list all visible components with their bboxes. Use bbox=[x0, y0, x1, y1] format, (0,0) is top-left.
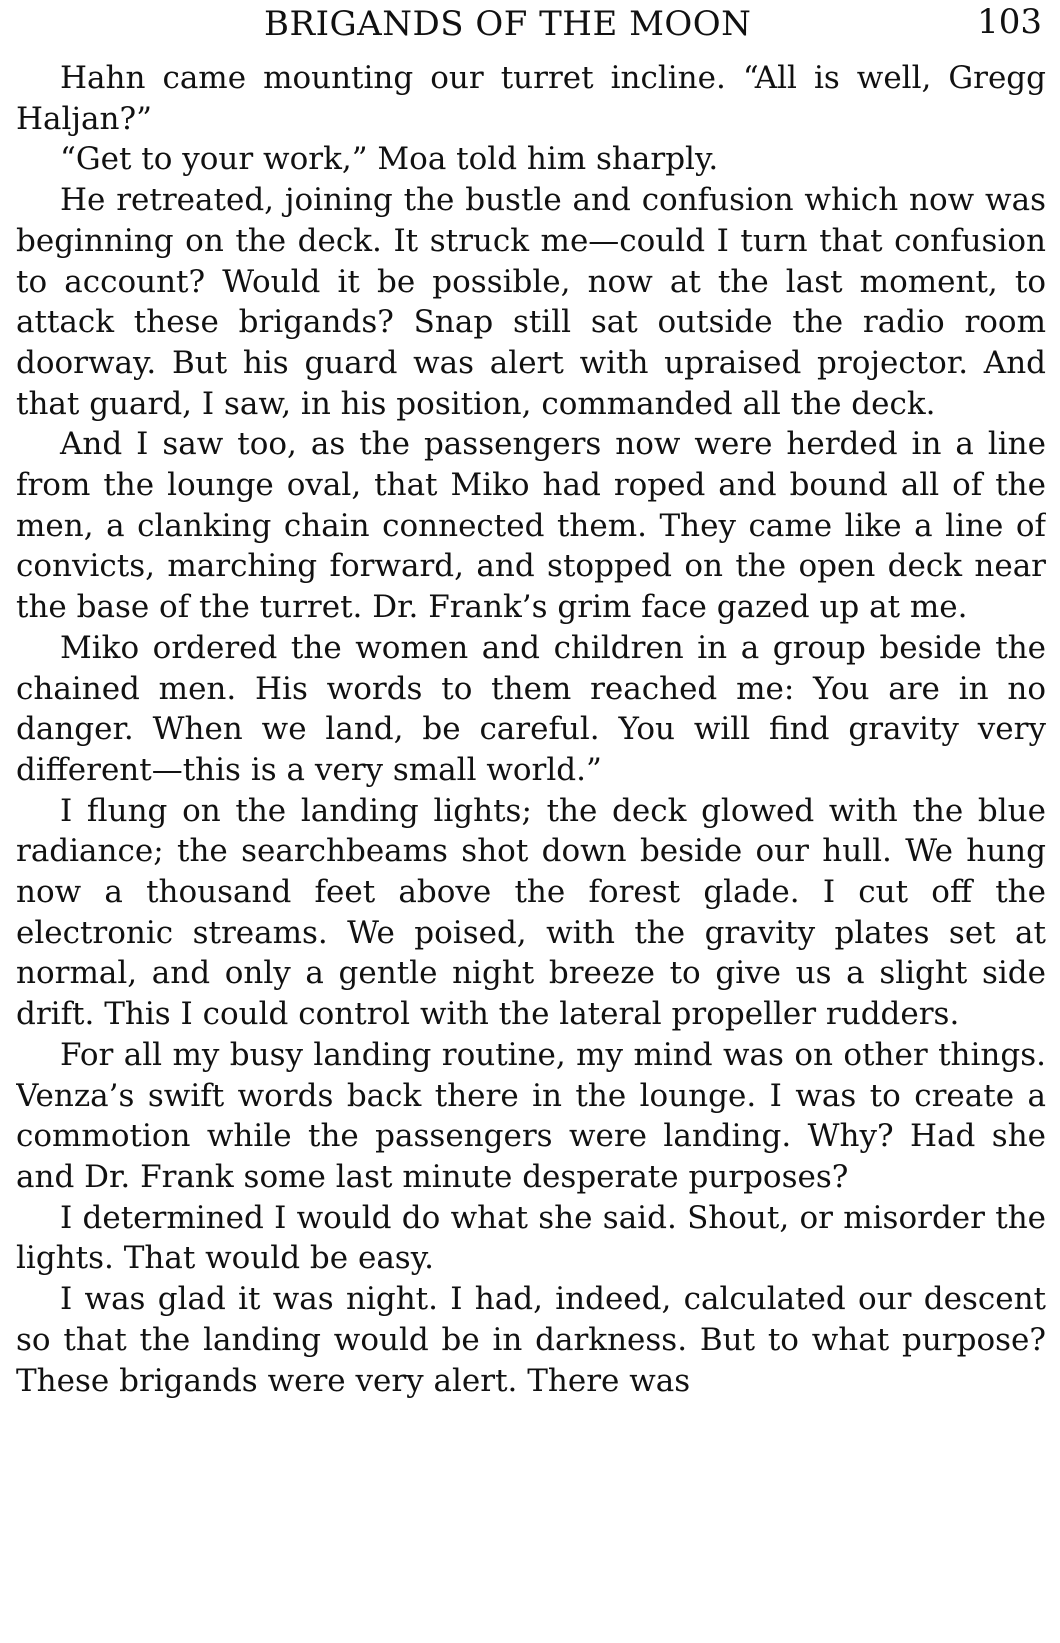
paragraph-1: Hahn came mounting our turret incline. “All is well, Gregg Haljan?” bbox=[16, 60, 1046, 137]
paragraph-7: For all my busy landing routine, my mind was on other things. Venza’s swift words back there in the lounge. I was to create a commotion while the passengers were landing. Why? Had she and Dr. Frank some last minute desperate purposes? bbox=[16, 1036, 1046, 1195]
paragraph-9: I was glad it was night. I had, indeed, calculated our descent so that the landing would be in darkness. But to what purpose? These brigands were very alert. There was bbox=[16, 1281, 1046, 1399]
running-title: BRIGANDS OF THE MOON bbox=[264, 4, 752, 44]
body-text bbox=[16, 58, 1046, 1401]
page-header bbox=[16, 0, 1046, 52]
paragraph-3: He retreated, joining the bustle and confusion which now was beginning on the deck. It struck me—could I turn that confusion to account? Would it be possible, now at the last moment, to attack these brigands? Snap still sat outside the radio room doorway. But his guard was alert with upraised projector. And that guard, I saw, in his position, commanded all the deck. bbox=[16, 182, 1046, 422]
paragraph-6: I flung on the landing lights; the deck glowed with the blue radiance; the searchbeams shot down beside our hull. We hung now a thousand feet above the forest glade. I cut off the electronic streams. We poised, with the gravity plates set at normal, and only a gentle night breeze to give us a slight side drift. This I could control with the lateral propeller rudders. bbox=[16, 792, 1046, 1033]
paragraph-5: Miko ordered the women and children in a group beside the chained men. His words to them reached me: You are in no danger. When we land, be careful. You will find gravity very different—this is a very small world.” bbox=[16, 629, 1046, 788]
page-number: 103 bbox=[977, 2, 1042, 42]
paragraph-8: I determined I would do what she said. Shout, or misorder the lights. That would be easy. bbox=[16, 1199, 1046, 1277]
paragraph-4: And I saw too, as the passengers now were herded in a line from the lounge oval, that Miko had roped and bound all of the men, a clanking chain connected them. They came like a line of convicts, marching forward, and stopped on the open deck near the base of the turret. Dr. Frank’s grim face gazed up at me. bbox=[16, 426, 1046, 626]
paragraph-2: “Get to your work,” Moa told him sharply. bbox=[60, 141, 719, 178]
book-page bbox=[16, 0, 1046, 1643]
